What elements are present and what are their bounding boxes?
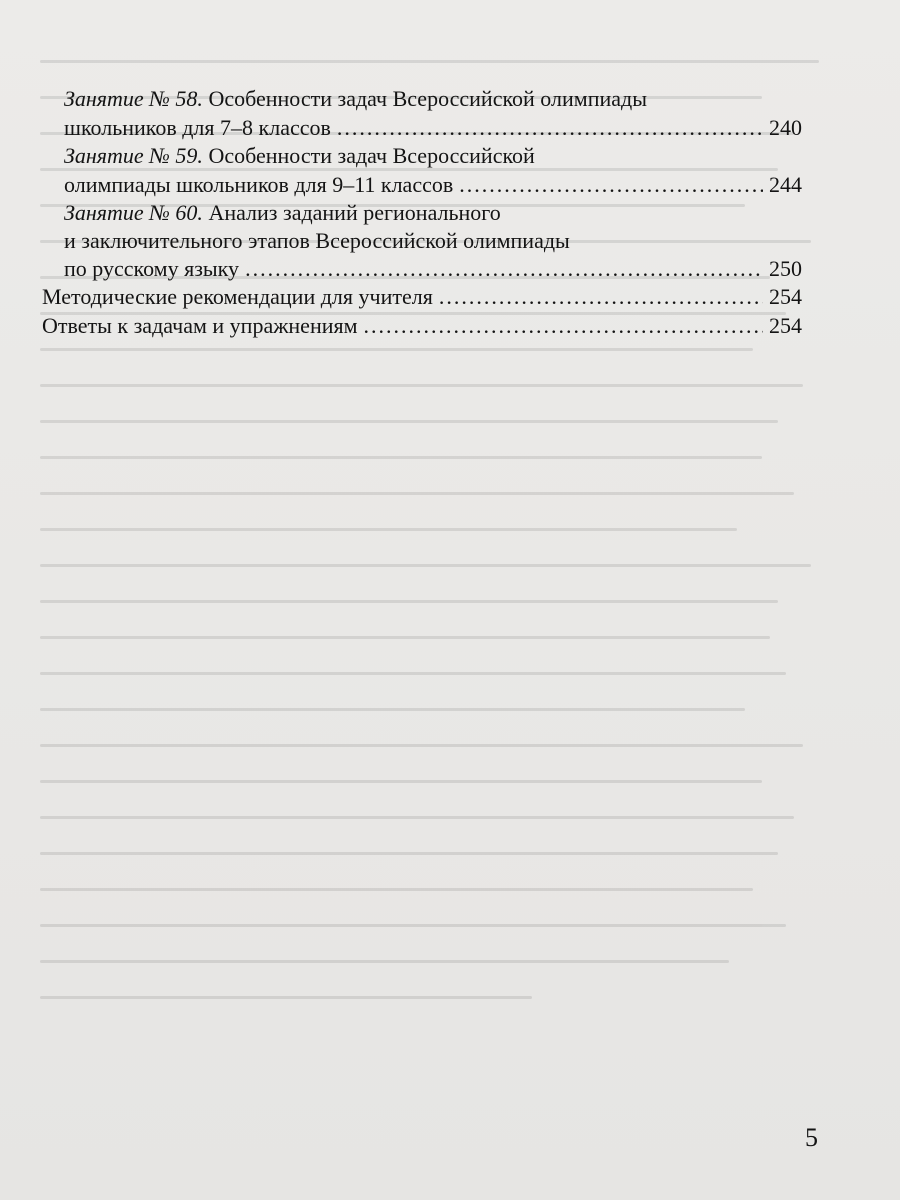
toc-entry-60-line-2 <box>64 227 570 255</box>
toc-entry-answers <box>42 312 802 340</box>
toc-entry-methodical <box>42 283 802 311</box>
toc-entry-58-line-2 <box>64 114 802 142</box>
toc-entry-58-label: Занятие № 58. <box>64 86 203 111</box>
toc-entry-60-title-2: и заключительного этапов Всероссийской олимпиады <box>64 228 570 253</box>
toc-entry-60-line-3 <box>64 255 802 283</box>
toc-entry-60-label: Занятие № 60. <box>64 200 203 225</box>
toc-entry-59-title-2: олимпиады школьников для 9–11 классов <box>64 172 454 197</box>
toc-entry-58-title-1: Особенности задач Всероссийской олимпиады <box>208 86 647 111</box>
leader-dots <box>459 171 763 199</box>
toc-entry-60-line-1 <box>64 199 501 227</box>
toc-entry-methodical-page: 254 <box>769 284 802 309</box>
leader-dots <box>439 283 763 311</box>
toc-entry-59-title-1: Особенности задач Всероссийской <box>208 143 535 168</box>
toc-entry-59-label: Занятие № 59. <box>64 143 203 168</box>
leader-dots <box>337 114 763 142</box>
toc-entry-answers-page: 254 <box>769 313 802 338</box>
toc-entry-59-line-2 <box>64 171 802 199</box>
toc-entry-58-page: 240 <box>769 115 802 140</box>
toc-entry-58-title-2: школьников для 7–8 классов <box>64 115 331 140</box>
toc-entry-60-page: 250 <box>769 256 802 281</box>
page-number: 5 <box>805 1123 818 1152</box>
toc-entry-answers-title: Ответы к задачам и упражнениям <box>42 313 358 338</box>
toc-entry-methodical-title: Методические рекомендации для учителя <box>42 284 433 309</box>
toc-entry-59-page: 244 <box>769 172 802 197</box>
leader-dots <box>364 312 763 340</box>
leader-dots <box>245 255 763 283</box>
toc-entry-58-line-1 <box>64 85 647 113</box>
toc-entry-60-title-1: Анализ заданий регионального <box>208 200 501 225</box>
toc-entry-60-title-3: по русскому языку <box>64 256 240 281</box>
toc-entry-59-line-1 <box>64 142 535 170</box>
